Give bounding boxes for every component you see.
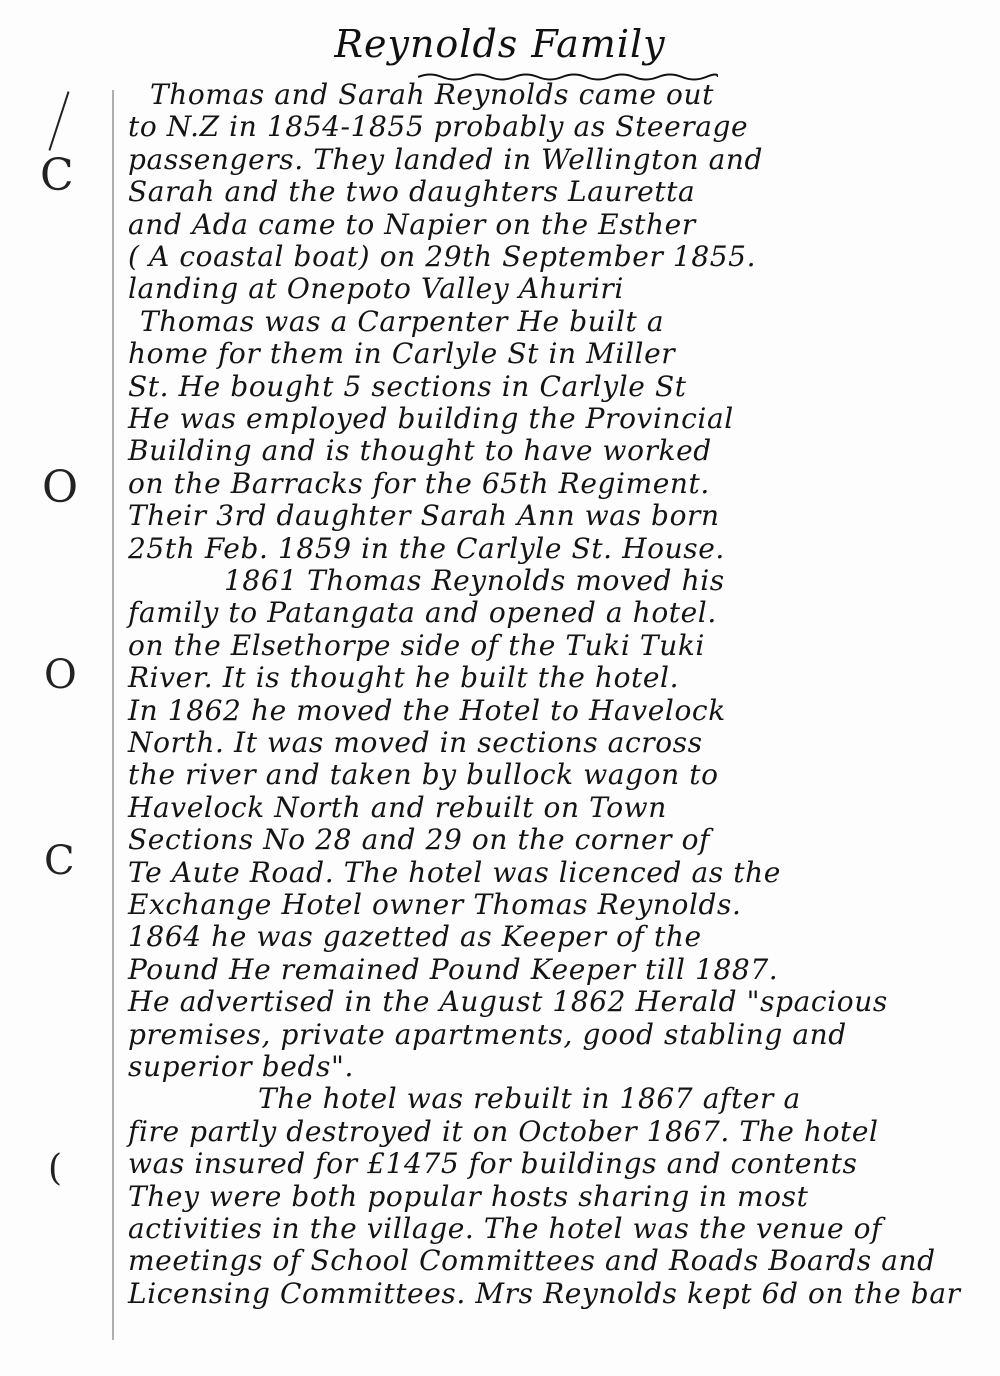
text-line: premises, private apartments, good stabling and	[128, 1017, 847, 1051]
text-line: ( A coastal boat) on 29th September 1855.	[128, 240, 757, 273]
text-line: The hotel was rebuilt in 1867 after a	[258, 1082, 801, 1116]
margin-line	[112, 90, 114, 1340]
text-line: Thomas was a Carpenter He built a	[140, 304, 665, 338]
text-line: was insured for £1475 for buildings and contents	[128, 1147, 858, 1181]
text-line: meetings of School Committees and Roads Boards and	[128, 1244, 936, 1278]
page-title: Reynolds Family	[334, 22, 666, 66]
text-line: St. He bought 5 sections in Carlyle St	[128, 369, 687, 403]
text-line: North. It was moved in sections across	[128, 726, 703, 759]
punch-hole-mark: C	[40, 150, 74, 201]
punch-hole-mark: O	[44, 652, 77, 698]
text-line: Pound He remained Pound Keeper till 1887.	[128, 952, 779, 986]
text-line: fire partly destroyed it on October 1867. The hotel	[128, 1114, 879, 1148]
text-line: 25th Feb. 1859 in the Carlyle St. House.	[128, 531, 725, 565]
text-line: passengers. They landed in Wellington and	[128, 142, 764, 176]
text-line: Sarah and the two daughters Lauretta	[128, 175, 696, 209]
text-line: Sections No 28 and 29 on the corner of	[128, 823, 711, 857]
text-line: In 1862 he moved the Hotel to Havelock	[128, 693, 726, 727]
text-line: Licensing Committees. Mrs Reynolds kept 6d on the bar	[128, 1276, 961, 1310]
text-line: home for them in Carlyle St in Miller	[128, 337, 676, 371]
text-line: Their 3rd daughter Sarah Ann was born	[128, 499, 720, 533]
text-line: to N.Z in 1854-1855 probably as Steerage	[128, 110, 749, 144]
text-line: and Ada came to Napier on the Esther	[128, 207, 696, 241]
text-line: They were both popular hosts sharing in most	[128, 1179, 809, 1213]
punch-hole-mark: C	[44, 838, 75, 884]
text-line: He was employed building the Provincial	[128, 402, 734, 435]
text-line: the river and taken by bullock wagon to	[128, 758, 719, 792]
text-line: on the Barracks for the 65th Regiment.	[128, 466, 710, 500]
text-line: Havelock North and rebuilt on Town	[128, 790, 667, 824]
punch-hole-mark: (	[48, 1148, 63, 1189]
text-line: He advertised in the August 1862 Herald "spacious	[128, 985, 888, 1019]
text-line: Exchange Hotel owner Thomas Reynolds.	[128, 888, 742, 921]
punch-hole-mark: O	[42, 462, 79, 513]
text-line: superior beds".	[128, 1050, 354, 1083]
text-line: family to Patangata and opened a hotel.	[128, 596, 717, 630]
text-line: activities in the village. The hotel was the venue of	[128, 1212, 883, 1245]
text-line: Te Aute Road. The hotel was licenced as the	[128, 855, 781, 889]
text-line: on the Elsethorpe side of the Tuki Tuki	[128, 628, 705, 662]
text-line: Thomas and Sarah Reynolds came out	[150, 78, 714, 111]
text-line: River. It is thought he built the hotel.	[128, 661, 680, 695]
text-line: landing at Onepoto Valley Ahuriri	[128, 272, 624, 306]
text-line: 1864 he was gazetted as Keeper of the	[128, 920, 702, 954]
text-line: 1861 Thomas Reynolds moved his	[224, 564, 725, 597]
margin-tick-mark	[48, 91, 69, 151]
text-line: Building and is thought to have worked	[128, 434, 712, 468]
